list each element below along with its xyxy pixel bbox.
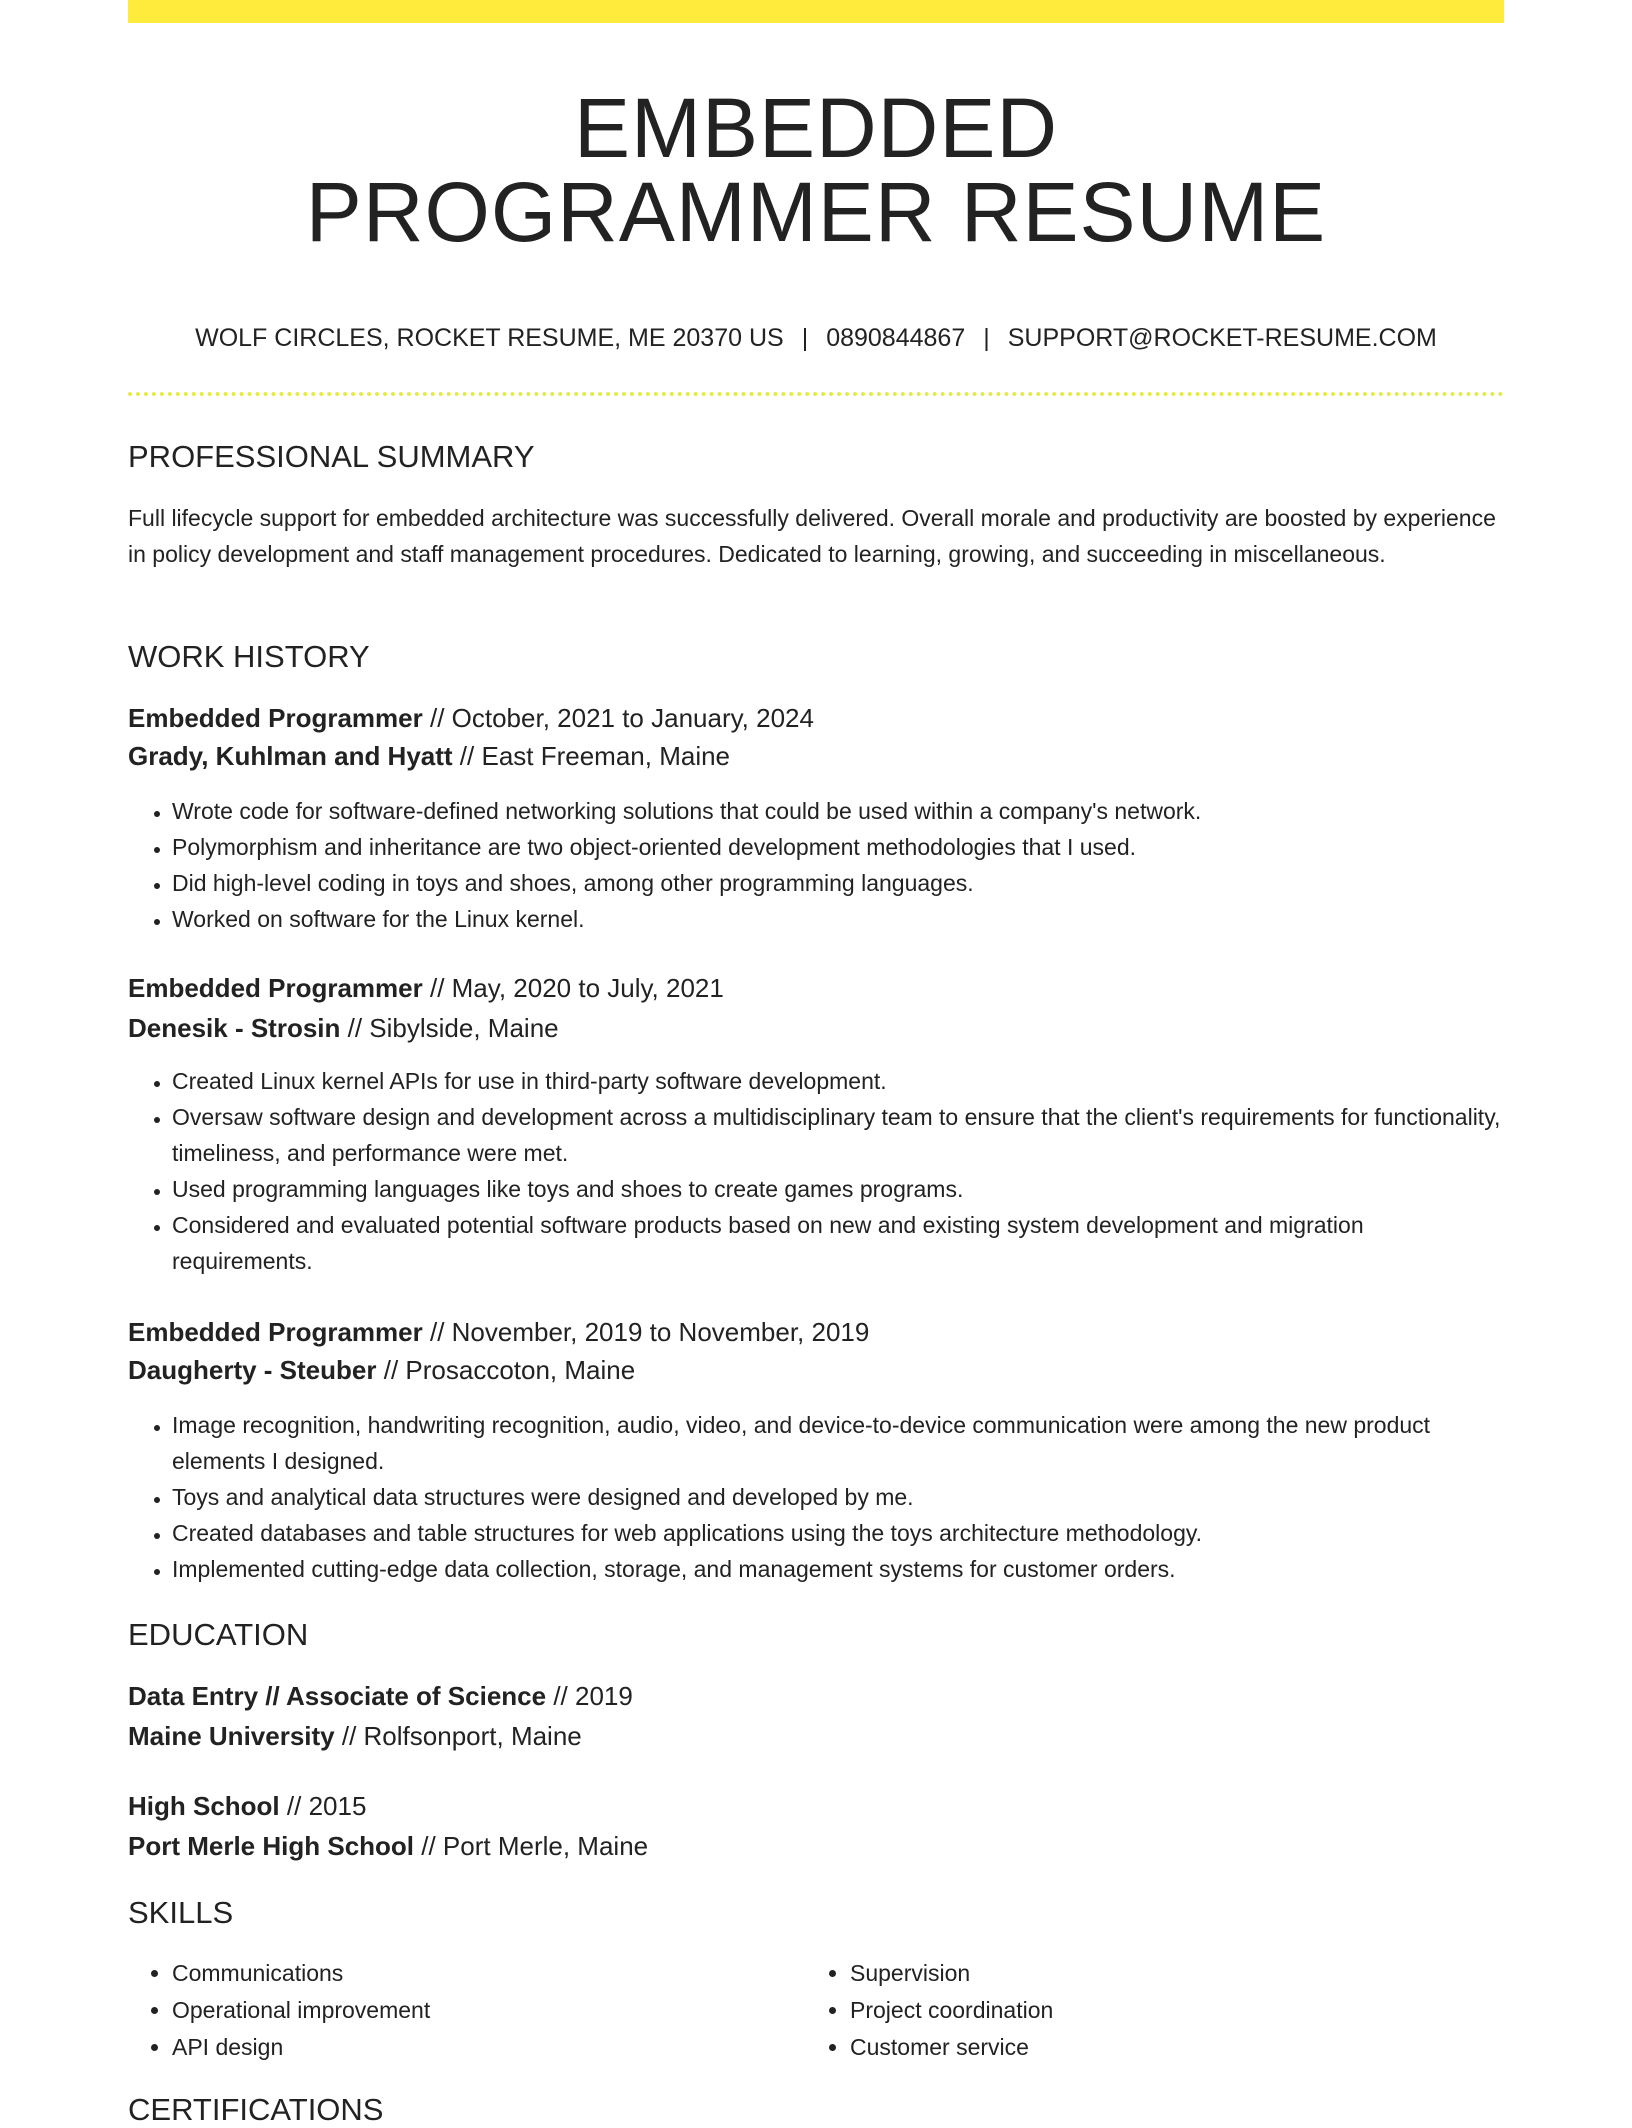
job-company: Daugherty - Steuber — [128, 1355, 377, 1385]
job-company: Grady, Kuhlman and Hyatt — [128, 741, 453, 771]
title-line-2: PROGRAMMER RESUME — [305, 165, 1327, 259]
skills-heading: SKILLS — [128, 1895, 234, 1930]
job-dates: // November, 2019 to November, 2019 — [422, 1317, 870, 1347]
resume-title — [128, 81, 1504, 259]
job-company-line — [128, 1352, 635, 1388]
job-bullet: • Implemented cutting-edge data collection, storage, and management systems for customer orders. — [172, 1551, 1504, 1587]
skill-item: • Supervision — [850, 1955, 1490, 1992]
education-degree: High School — [128, 1791, 280, 1821]
education-year: // 2019 — [546, 1681, 633, 1711]
contact-email[interactable]: SUPPORT@ROCKET-RESUME.COM — [1007, 324, 1437, 352]
job-company-line — [128, 738, 730, 774]
contact-address: WOLF CIRCLES, ROCKET RESUME, ME 20370 US — [195, 324, 784, 352]
job-dates: // October, 2021 to January, 2024 — [422, 703, 814, 733]
education-school: Port Merle High School — [128, 1831, 415, 1861]
job-company-line — [128, 1010, 559, 1046]
dotted-divider — [128, 392, 1504, 396]
job-bullet: • Created Linux kernel APIs for use in third-party software development. — [172, 1063, 1504, 1099]
job-dates: // May, 2020 to July, 2021 — [422, 973, 724, 1003]
skills-column-left — [128, 1955, 812, 2066]
job-bullet: • Oversaw software design and development across a multidisciplinary team to ensure that the client's requirements for functionality, timeliness, and performance were met. — [172, 1099, 1504, 1171]
skill-item: • API design — [172, 2029, 812, 2066]
education-school: Maine University — [128, 1721, 335, 1751]
job-bullet: • Image recognition, handwriting recognition, audio, video, and device-to-device communication were among the new product elements I designed. — [172, 1407, 1504, 1479]
job-bullets — [128, 1407, 1504, 1587]
job-bullets — [128, 1063, 1504, 1279]
education-school-line — [128, 1828, 648, 1864]
education-heading: EDUCATION — [128, 1617, 309, 1652]
job-title-line — [128, 1314, 869, 1350]
job-title: Embedded Programmer — [128, 1317, 423, 1347]
job-bullet: • Polymorphism and inheritance are two object-oriented development methodologies that I used. — [172, 829, 1504, 865]
summary-text: Full lifecycle support for embedded architecture was successfully delivered. Overall morale and productivity are boosted by experience in policy development and staff management procedures. Dedicated to learning, growing, and succeeding in miscellaneous. — [128, 505, 1496, 567]
work-history-heading: WORK HISTORY — [128, 639, 370, 674]
job-title: Embedded Programmer — [128, 703, 423, 733]
contact-separator: | — [983, 324, 990, 352]
contact-separator: | — [801, 324, 809, 352]
job-title-line — [128, 700, 814, 736]
job-title: Embedded Programmer — [128, 973, 423, 1003]
education-location: // Rolfsonport, Maine — [334, 1721, 582, 1751]
job-location: // East Freeman, Maine — [452, 741, 731, 771]
job-title-line — [128, 970, 724, 1006]
job-bullet: • Wrote code for software-defined networking solutions that could be used within a company's network. — [172, 793, 1504, 829]
education-location: // Port Merle, Maine — [414, 1831, 649, 1861]
education-degree-line — [128, 1678, 633, 1714]
job-bullet: • Worked on software for the Linux kernel. — [172, 901, 1504, 937]
education-degree-line — [128, 1788, 366, 1824]
education-degree: Data Entry // Associate of Science — [128, 1681, 547, 1711]
contact-line — [128, 323, 1504, 353]
contact-phone[interactable]: 0890844867 — [826, 324, 966, 352]
skills-column-right — [806, 1955, 1490, 2066]
education-year: // 2015 — [279, 1791, 367, 1821]
title-line-1: EMBEDDED — [573, 81, 1059, 175]
job-company: Denesik - Strosin — [128, 1013, 341, 1043]
job-bullet: • Created databases and table structures for web applications using the toys architecture methodology. — [172, 1515, 1504, 1551]
education-school-line — [128, 1718, 582, 1754]
job-bullet: • Used programming languages like toys and shoes to create games programs. — [172, 1171, 1504, 1207]
job-bullets — [128, 793, 1504, 937]
skill-item: • Project coordination — [850, 1992, 1490, 2029]
job-location: // Prosaccoton, Maine — [376, 1355, 636, 1385]
skill-item: • Communications — [172, 1955, 812, 1992]
certifications-heading: CERTIFICATIONS — [128, 2092, 384, 2127]
job-bullet: • Did high-level coding in toys and shoes, among other programming languages. — [172, 865, 1504, 901]
top-accent-bar — [128, 0, 1504, 23]
skill-item: • Customer service — [850, 2029, 1490, 2066]
summary-heading: PROFESSIONAL SUMMARY — [128, 439, 535, 474]
job-bullet: • Toys and analytical data structures were designed and developed by me. — [172, 1479, 1504, 1515]
skill-item: • Operational improvement — [172, 1992, 812, 2029]
job-bullet: • Considered and evaluated potential software products based on new and existing system development and migration requirements. — [172, 1207, 1504, 1279]
job-location: // Sibylside, Maine — [340, 1013, 559, 1043]
